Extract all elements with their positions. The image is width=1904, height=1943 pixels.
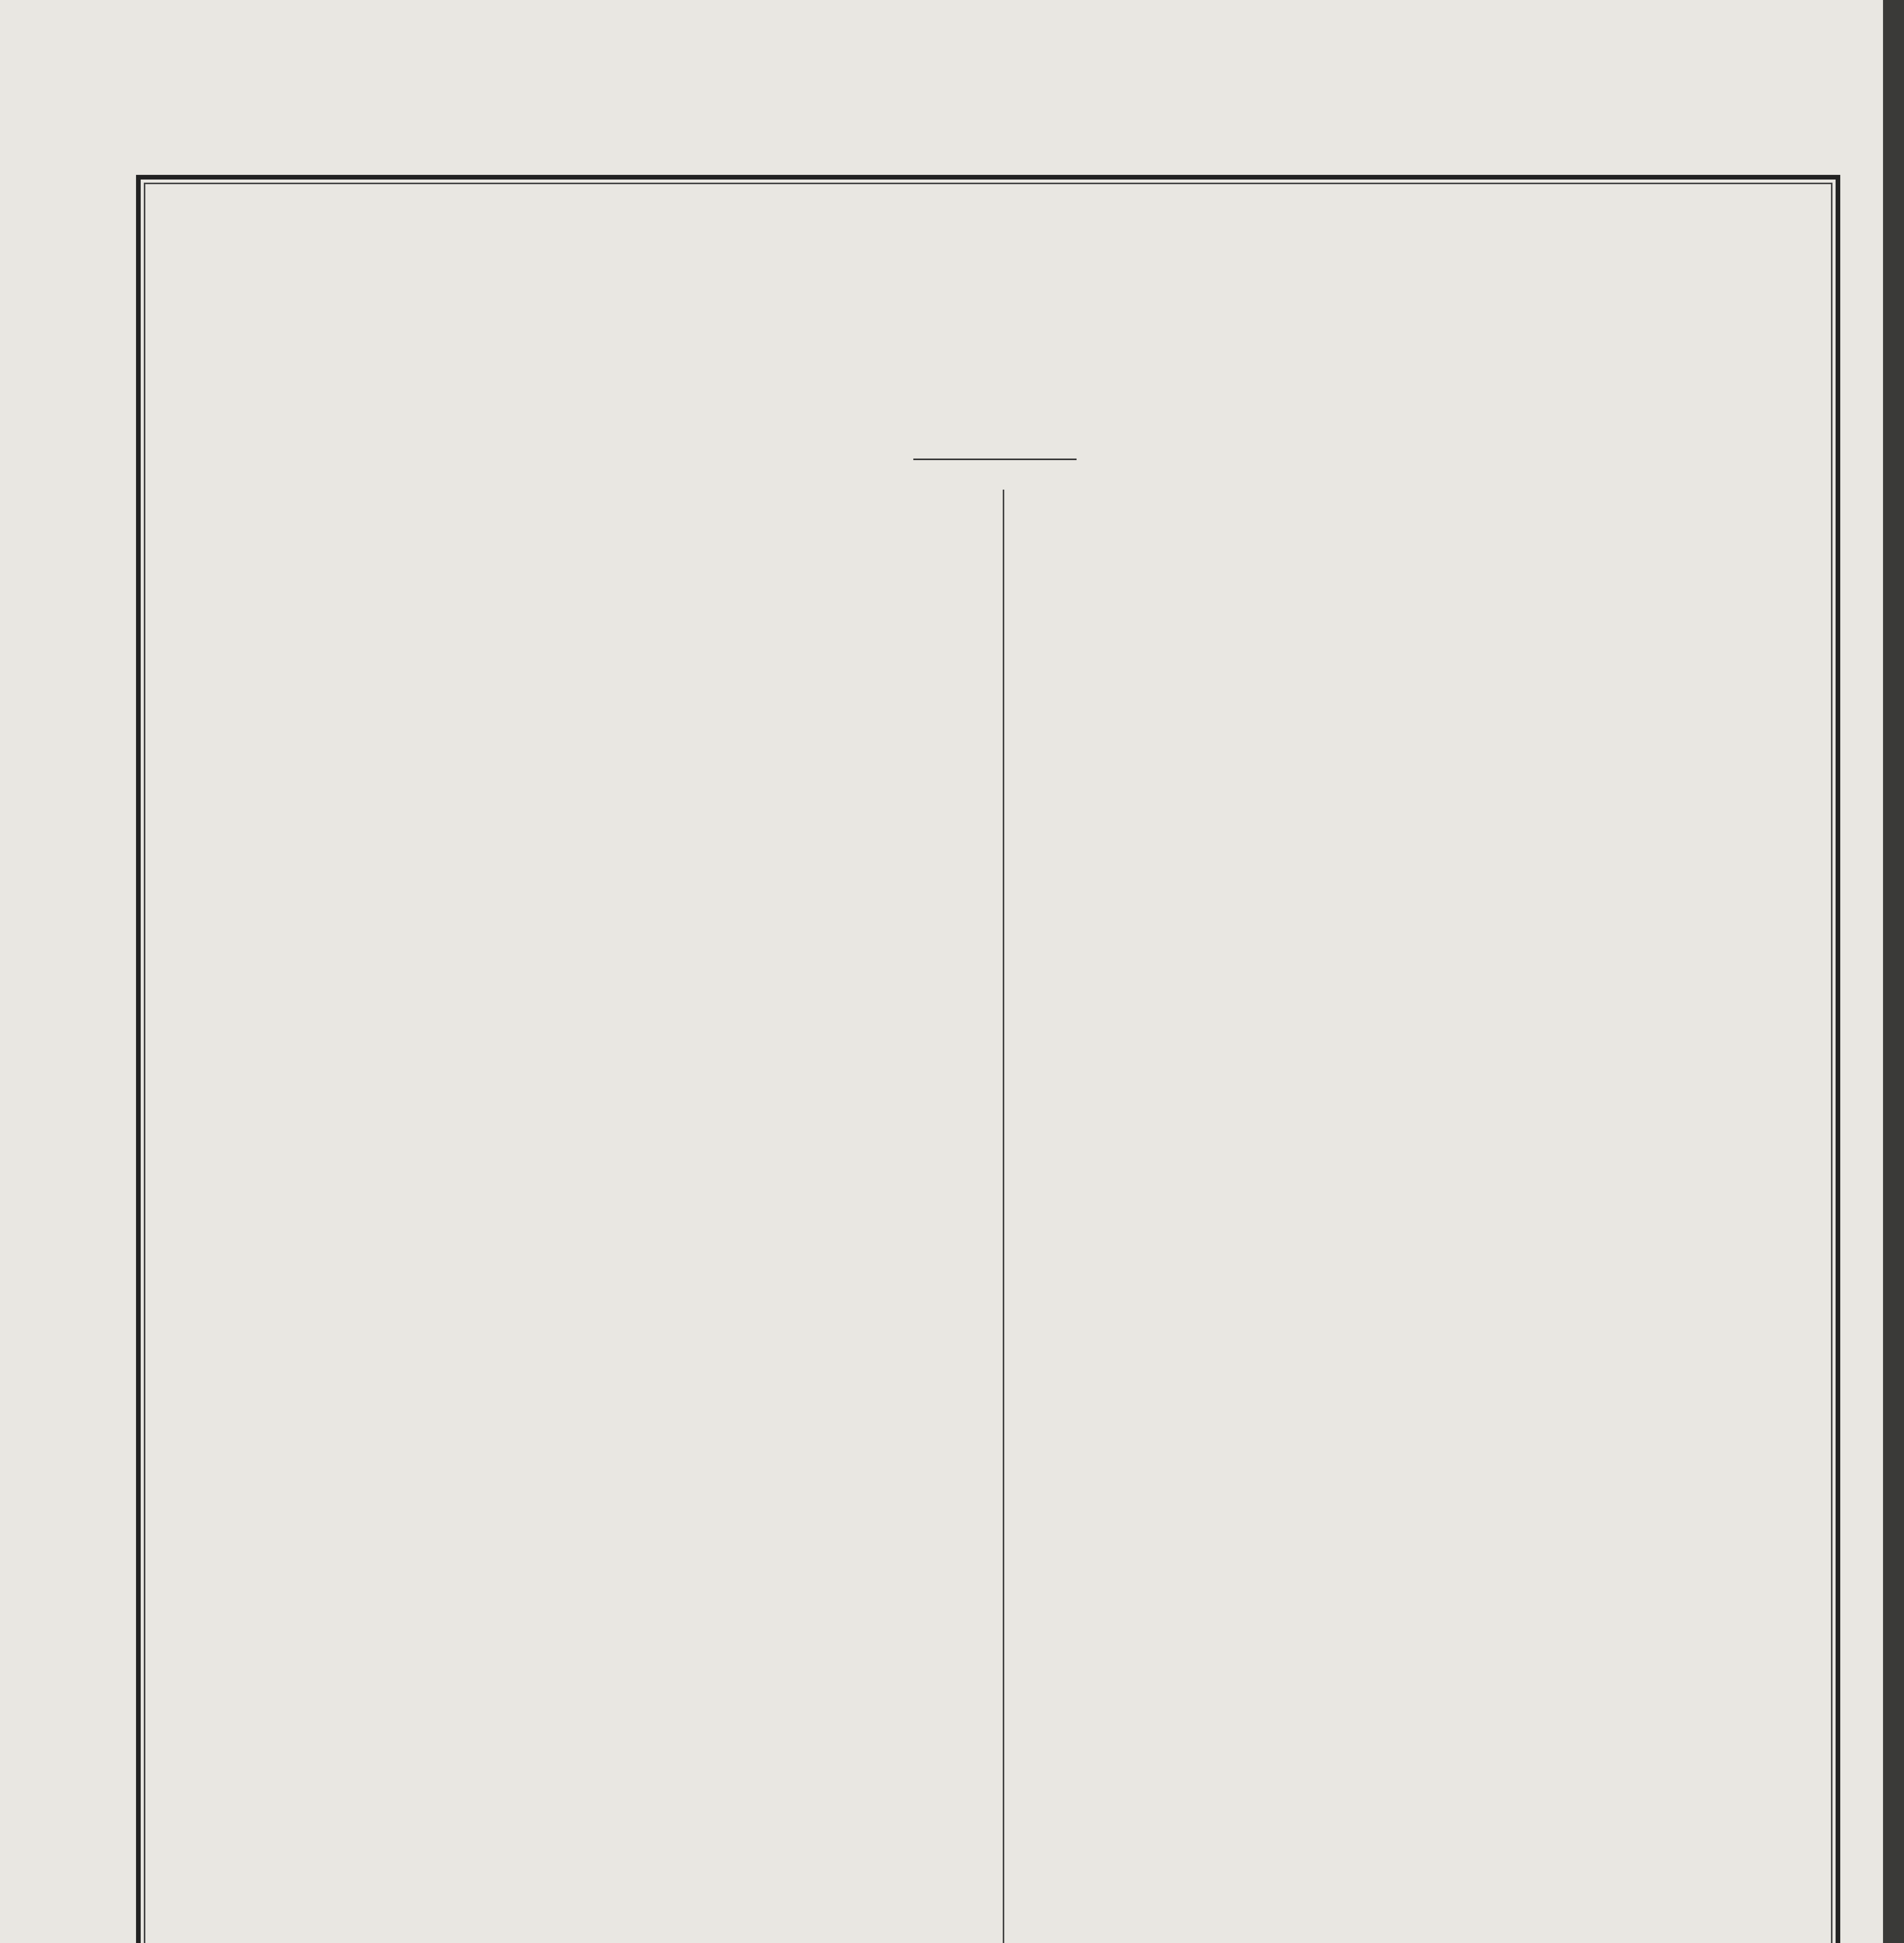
scan-gutter: [1883, 0, 1904, 1943]
column-divider: [1003, 490, 1004, 1943]
title-rule: [913, 459, 1077, 460]
page-frame-inner: [144, 183, 1832, 1943]
